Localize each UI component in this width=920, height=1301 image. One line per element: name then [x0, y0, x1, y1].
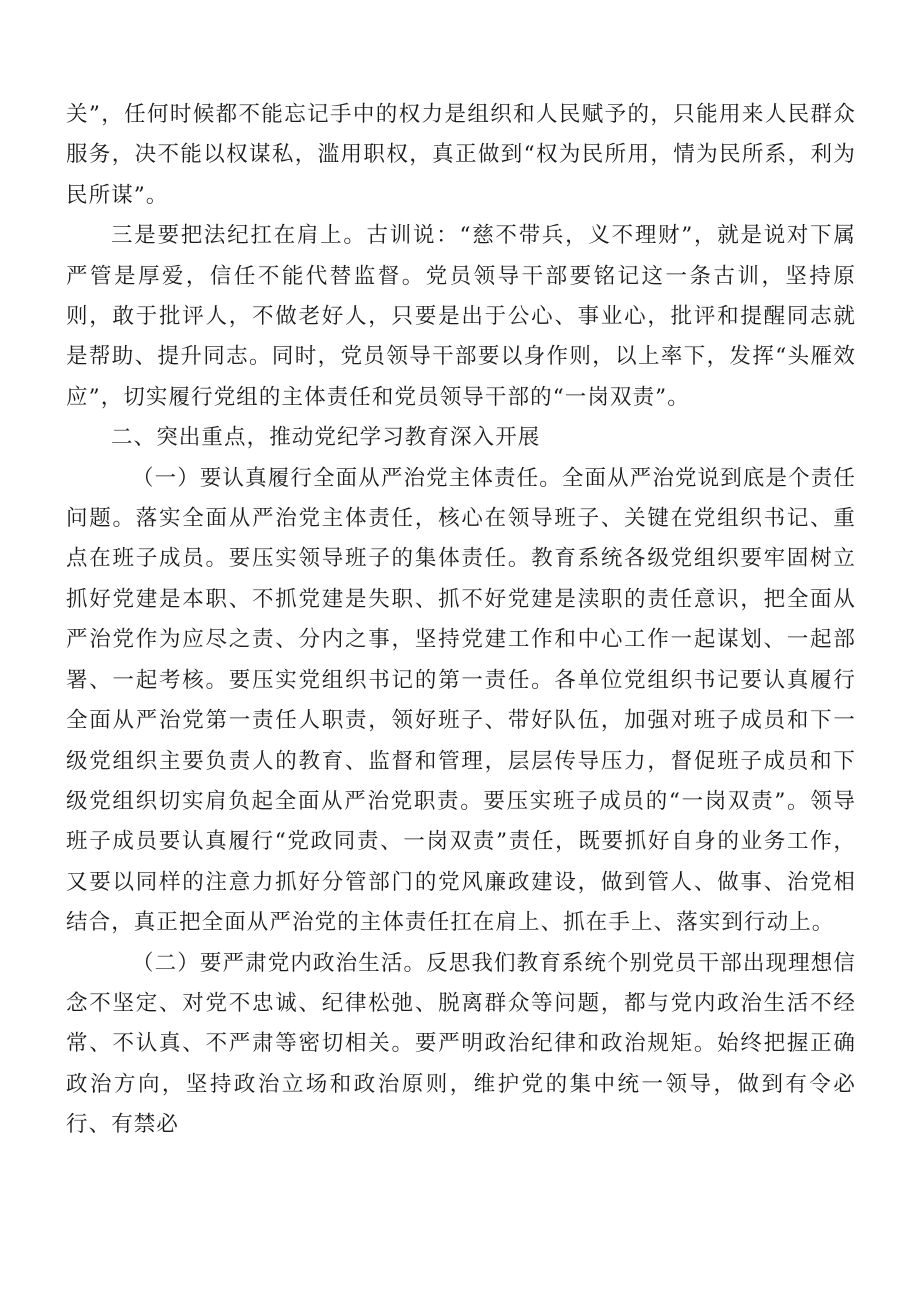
document-body — [66, 95, 856, 1146]
paragraph-point-three: 三是要把法纪扛在肩上。古训说：“慈不带兵，义不理财”，就是说对下属严管是厚爱，信任不能代替监督。党员领导干部要铭记这一条古训，坚持原则，敢于批评人，不做老好人，只要是出于公心、事业心，批评和提醒同志就是帮助、提升同志。同时，党员领导干部要以身作则，以上率下，发挥“头雁效应”，切实履行党组的主体责任和党员领导干部的“一岗双责”。 — [66, 223, 856, 410]
paragraph-continuation: 关”，任何时候都不能忘记手中的权力是组织和人民赋予的，只能用来人民群众服务，决不能以权谋私，滥用职权，真正做到“权为民所用，情为民所系，利为民所谋”。 — [66, 102, 856, 208]
paragraph-subsection-two: （二）要严肃党内政治生活。反思我们教育系统个别党员干部出现理想信念不坚定、对党不忠诚、纪律松弛、脱离群众等问题，都与党内政治生活不经常、不认真、不严肃等密切相关。要严明政治纪律和政治规矩。始终把握正确政治方向，坚持政治立场和政治原则，维护党的集中统一领导，做到有令必行、有禁必 — [66, 950, 856, 1138]
paragraph-subsection-one: （一）要认真履行全面从严治党主体责任。全面从严治党说到底是个责任问题。落实全面从严治党主体责任，核心在领导班子、关键在党组织书记、重点在班子成员。要压实领导班子的集体责任。教育系统各级党组织要牢固树立抓好党建是本职、不抓党建是失职、抓不好党建是渎职的责任意识，把全面从严治党作为应尽之责、分内之事，坚持党建工作和中心工作一起谋划、一起部署、一起考核。要压实党组织书记的第一责任。各单位党组织书记要认真履行全面从严治党第一责任人职责，领好班子、带好队伍，加强对班子成员和下一级党组织主要负责人的教育、监督和管理，层层传导压力，督促班子成员和下级党组织切实肩负起全面从严治党职责。要压实班子成员的“一岗双责”。领导班子成员要认真履行“党政同责、一岗双责”责任，既要抓好自身的业务工作，又要以同样的注意力抓好分管部门的党风廉政建设，做到管人、做事、治党相结合，真正把全面从严治党的主体责任扛在肩上、抓在手上、落实到行动上。 — [66, 465, 856, 936]
section-heading: 二、突出重点，推动党纪学习教育深入开展 — [111, 425, 541, 451]
